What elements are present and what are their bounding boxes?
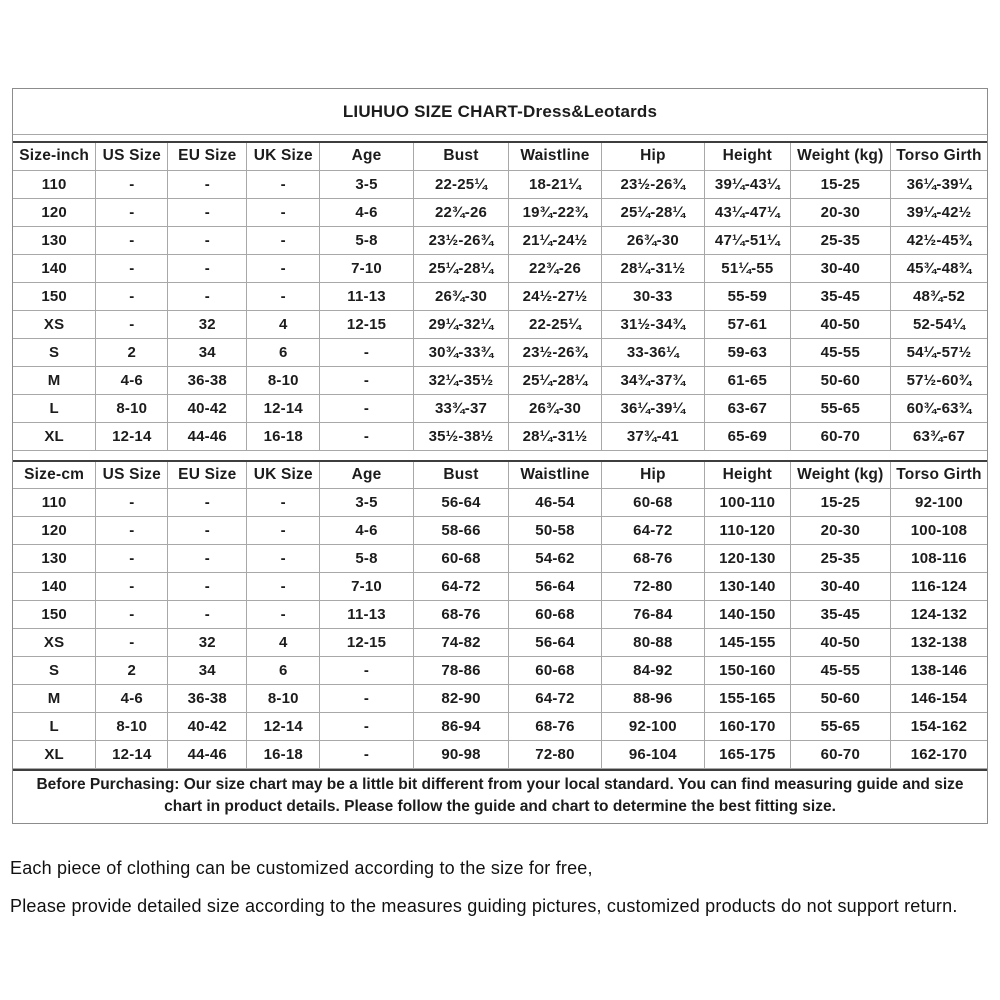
value-cell: 92-100	[890, 489, 987, 517]
column-header: US Size	[96, 142, 168, 170]
value-cell: 33¾-37	[413, 394, 508, 422]
size-cell: 130	[13, 226, 96, 254]
value-cell: -	[247, 573, 320, 601]
value-cell: 155-165	[704, 685, 790, 713]
value-cell: 74-82	[413, 629, 508, 657]
table-row	[13, 545, 987, 573]
column-header: Waistline	[509, 142, 602, 170]
column-header: Waistline	[509, 461, 602, 489]
value-cell: 145-155	[704, 629, 790, 657]
value-cell: 162-170	[890, 741, 987, 769]
value-cell: -	[247, 226, 320, 254]
column-header: Bust	[413, 461, 508, 489]
table-row	[13, 310, 987, 338]
value-cell: 4	[247, 310, 320, 338]
header-row	[13, 142, 987, 170]
value-cell: 124-132	[890, 601, 987, 629]
value-cell: 63¾-67	[890, 422, 987, 450]
value-cell: 64-72	[601, 517, 704, 545]
value-cell: 4-6	[320, 198, 414, 226]
value-cell: 31½-34¾	[601, 310, 704, 338]
size-table-inch	[13, 141, 987, 451]
value-cell: 55-59	[704, 282, 790, 310]
value-cell: -	[247, 601, 320, 629]
value-cell: 60-68	[413, 545, 508, 573]
table-row	[13, 601, 987, 629]
value-cell: 48¾-52	[890, 282, 987, 310]
value-cell: 64-72	[413, 573, 508, 601]
value-cell: 5-8	[320, 226, 414, 254]
value-cell: 20-30	[790, 517, 890, 545]
value-cell: 2	[96, 657, 168, 685]
value-cell: 84-92	[601, 657, 704, 685]
value-cell: 50-60	[790, 685, 890, 713]
column-header: Weight (kg)	[790, 142, 890, 170]
value-cell: 22-25¼	[509, 310, 602, 338]
value-cell: 86-94	[413, 713, 508, 741]
value-cell: 8-10	[96, 394, 168, 422]
value-cell: 61-65	[704, 366, 790, 394]
value-cell: -	[168, 517, 247, 545]
value-cell: 28¼-31½	[601, 254, 704, 282]
value-cell: 4-6	[96, 366, 168, 394]
value-cell: 33-36¼	[601, 338, 704, 366]
value-cell: 4	[247, 629, 320, 657]
table-row	[13, 282, 987, 310]
value-cell: 43¼-47¼	[704, 198, 790, 226]
value-cell: 52-54¼	[890, 310, 987, 338]
value-cell: 50-60	[790, 366, 890, 394]
value-cell: 7-10	[320, 254, 414, 282]
size-cell: 110	[13, 170, 96, 198]
value-cell: 80-88	[601, 629, 704, 657]
value-cell: -	[168, 489, 247, 517]
value-cell: 20-30	[790, 198, 890, 226]
value-cell: 8-10	[96, 713, 168, 741]
value-cell: 35-45	[790, 601, 890, 629]
value-cell: -	[247, 254, 320, 282]
value-cell: -	[168, 254, 247, 282]
value-cell: 32	[168, 629, 247, 657]
table-row	[13, 366, 987, 394]
table-row	[13, 170, 987, 198]
value-cell: 25-35	[790, 545, 890, 573]
value-cell: 60-70	[790, 741, 890, 769]
value-cell: -	[247, 545, 320, 573]
value-cell: 39¼-43¼	[704, 170, 790, 198]
value-cell: 34	[168, 338, 247, 366]
column-header: US Size	[96, 461, 168, 489]
column-header: UK Size	[247, 142, 320, 170]
value-cell: 54¼-57½	[890, 338, 987, 366]
value-cell: 12-14	[96, 741, 168, 769]
size-cell: L	[13, 713, 96, 741]
value-cell: 4-6	[320, 517, 414, 545]
size-cell: XS	[13, 310, 96, 338]
table-row	[13, 741, 987, 769]
column-header: Torso Girth	[890, 142, 987, 170]
value-cell: 22-25¼	[413, 170, 508, 198]
value-cell: -	[247, 198, 320, 226]
value-cell: -	[96, 254, 168, 282]
table-row	[13, 629, 987, 657]
value-cell: -	[96, 517, 168, 545]
value-cell: 26¾-30	[413, 282, 508, 310]
value-cell: 44-46	[168, 422, 247, 450]
value-cell: 40-50	[790, 629, 890, 657]
column-header: Weight (kg)	[790, 461, 890, 489]
customization-note: Each piece of clothing can be customized according to the size for free,	[10, 858, 593, 878]
value-cell: 56-64	[509, 629, 602, 657]
size-cell: 120	[13, 517, 96, 545]
table-row	[13, 198, 987, 226]
table-row	[13, 226, 987, 254]
value-cell: 18-21¼	[509, 170, 602, 198]
table-row	[13, 573, 987, 601]
value-cell: 110-120	[704, 517, 790, 545]
value-cell: -	[96, 170, 168, 198]
value-cell: 15-25	[790, 489, 890, 517]
size-cell: 130	[13, 545, 96, 573]
value-cell: -	[320, 685, 414, 713]
column-header: EU Size	[168, 142, 247, 170]
value-cell: -	[168, 573, 247, 601]
table-row	[13, 685, 987, 713]
value-cell: 30-33	[601, 282, 704, 310]
value-cell: 65-69	[704, 422, 790, 450]
value-cell: 29¼-32¼	[413, 310, 508, 338]
value-cell: 150-160	[704, 657, 790, 685]
value-cell: 23½-26¾	[601, 170, 704, 198]
value-cell: 132-138	[890, 629, 987, 657]
column-header: Height	[704, 461, 790, 489]
value-cell: -	[247, 517, 320, 545]
value-cell: 30¾-33¾	[413, 338, 508, 366]
value-cell: 12-14	[96, 422, 168, 450]
value-cell: 165-175	[704, 741, 790, 769]
value-cell: 28¼-31½	[509, 422, 602, 450]
value-cell: 30-40	[790, 573, 890, 601]
value-cell: 72-80	[509, 741, 602, 769]
value-cell: 32¼-35½	[413, 366, 508, 394]
value-cell: 76-84	[601, 601, 704, 629]
value-cell: 57½-60¾	[890, 366, 987, 394]
value-cell: 78-86	[413, 657, 508, 685]
size-chart-block	[12, 88, 988, 824]
value-cell: 120-130	[704, 545, 790, 573]
size-cell: 140	[13, 254, 96, 282]
value-cell: 12-15	[320, 629, 414, 657]
value-cell: 56-64	[413, 489, 508, 517]
value-cell: 90-98	[413, 741, 508, 769]
value-cell: 25¼-28¼	[413, 254, 508, 282]
value-cell: -	[96, 310, 168, 338]
value-cell: 160-170	[704, 713, 790, 741]
value-cell: 3-5	[320, 489, 414, 517]
column-header: Size-inch	[13, 142, 96, 170]
value-cell: 26¾-30	[601, 226, 704, 254]
column-header: Size-cm	[13, 461, 96, 489]
value-cell: -	[96, 198, 168, 226]
value-cell: 68-76	[509, 713, 602, 741]
value-cell: 36-38	[168, 685, 247, 713]
value-cell: 35½-38½	[413, 422, 508, 450]
size-cell: 150	[13, 601, 96, 629]
value-cell: -	[320, 713, 414, 741]
value-cell: 68-76	[413, 601, 508, 629]
column-header: Hip	[601, 461, 704, 489]
value-cell: 92-100	[601, 713, 704, 741]
value-cell: 26¾-30	[509, 394, 602, 422]
value-cell: 116-124	[890, 573, 987, 601]
value-cell: -	[168, 545, 247, 573]
value-cell: 60¾-63¾	[890, 394, 987, 422]
size-chart-title: LIUHUO SIZE CHART-Dress&Leotards	[13, 89, 987, 135]
table-row	[13, 338, 987, 366]
value-cell: 25¼-28¼	[509, 366, 602, 394]
value-cell: 60-68	[601, 489, 704, 517]
value-cell: 56-64	[509, 573, 602, 601]
value-cell: 22¾-26	[413, 198, 508, 226]
size-cell: XL	[13, 422, 96, 450]
header-row	[13, 461, 987, 489]
value-cell: 30-40	[790, 254, 890, 282]
value-cell: -	[168, 601, 247, 629]
value-cell: 36-38	[168, 366, 247, 394]
size-cell: S	[13, 338, 96, 366]
value-cell: -	[247, 170, 320, 198]
column-header: Age	[320, 461, 414, 489]
value-cell: 47¼-51¼	[704, 226, 790, 254]
value-cell: 108-116	[890, 545, 987, 573]
value-cell: -	[96, 282, 168, 310]
value-cell: -	[168, 282, 247, 310]
table-row	[13, 489, 987, 517]
value-cell: 154-162	[890, 713, 987, 741]
value-cell: -	[96, 545, 168, 573]
size-table-cm	[13, 460, 987, 770]
value-cell: 23½-26¾	[413, 226, 508, 254]
table-row	[13, 517, 987, 545]
value-cell: 55-65	[790, 713, 890, 741]
column-header: Height	[704, 142, 790, 170]
value-cell: 6	[247, 338, 320, 366]
size-cell: 110	[13, 489, 96, 517]
value-cell: 40-42	[168, 713, 247, 741]
size-cell: 150	[13, 282, 96, 310]
value-cell: 100-108	[890, 517, 987, 545]
value-cell: 57-61	[704, 310, 790, 338]
column-header: EU Size	[168, 461, 247, 489]
value-cell: 39¼-42½	[890, 198, 987, 226]
value-cell: 55-65	[790, 394, 890, 422]
value-cell: -	[96, 489, 168, 517]
value-cell: 36¼-39¼	[890, 170, 987, 198]
table-row	[13, 254, 987, 282]
value-cell: 12-14	[247, 394, 320, 422]
value-cell: 11-13	[320, 282, 414, 310]
value-cell: -	[168, 198, 247, 226]
return-policy-note: Please provide detailed size according to the measures guiding pictures, customized products do not support return.	[10, 896, 958, 916]
footnotes	[10, 858, 990, 934]
size-cell: XS	[13, 629, 96, 657]
value-cell: -	[96, 601, 168, 629]
value-cell: 7-10	[320, 573, 414, 601]
size-cell: XL	[13, 741, 96, 769]
value-cell: 2	[96, 338, 168, 366]
size-cell: M	[13, 366, 96, 394]
value-cell: 8-10	[247, 366, 320, 394]
table-row	[13, 394, 987, 422]
value-cell: 68-76	[601, 545, 704, 573]
value-cell: 82-90	[413, 685, 508, 713]
table-row	[13, 422, 987, 450]
value-cell: -	[168, 226, 247, 254]
value-cell: 146-154	[890, 685, 987, 713]
value-cell: -	[96, 629, 168, 657]
size-cell: 120	[13, 198, 96, 226]
value-cell: -	[320, 338, 414, 366]
value-cell: -	[247, 282, 320, 310]
size-cell: S	[13, 657, 96, 685]
value-cell: 59-63	[704, 338, 790, 366]
value-cell: 138-146	[890, 657, 987, 685]
value-cell: 130-140	[704, 573, 790, 601]
value-cell: 45-55	[790, 657, 890, 685]
value-cell: 25-35	[790, 226, 890, 254]
size-cell: L	[13, 394, 96, 422]
value-cell: 6	[247, 657, 320, 685]
value-cell: -	[168, 170, 247, 198]
value-cell: -	[320, 741, 414, 769]
column-header: Bust	[413, 142, 508, 170]
value-cell: 25¼-28¼	[601, 198, 704, 226]
value-cell: 35-45	[790, 282, 890, 310]
value-cell: 40-42	[168, 394, 247, 422]
value-cell: 45¾-48¾	[890, 254, 987, 282]
value-cell: -	[320, 366, 414, 394]
value-cell: 5-8	[320, 545, 414, 573]
value-cell: 64-72	[509, 685, 602, 713]
value-cell: 60-68	[509, 601, 602, 629]
value-cell: 12-14	[247, 713, 320, 741]
value-cell: 60-70	[790, 422, 890, 450]
before-purchasing-note: Before Purchasing: Our size chart may be a little bit different from your local standard. You can find measuring guide and size chart in product details. Please follow the guide and chart to determine the best fitting size.	[13, 769, 987, 823]
value-cell: 88-96	[601, 685, 704, 713]
value-cell: 34	[168, 657, 247, 685]
value-cell: 32	[168, 310, 247, 338]
value-cell: 11-13	[320, 601, 414, 629]
value-cell: 16-18	[247, 741, 320, 769]
column-header: UK Size	[247, 461, 320, 489]
value-cell: 8-10	[247, 685, 320, 713]
value-cell: 54-62	[509, 545, 602, 573]
value-cell: 19¾-22¾	[509, 198, 602, 226]
value-cell: 140-150	[704, 601, 790, 629]
value-cell: 37¾-41	[601, 422, 704, 450]
value-cell: 16-18	[247, 422, 320, 450]
value-cell: 46-54	[509, 489, 602, 517]
value-cell: 72-80	[601, 573, 704, 601]
value-cell: 36¼-39¼	[601, 394, 704, 422]
table-row	[13, 657, 987, 685]
value-cell: -	[320, 422, 414, 450]
value-cell: 34¾-37¾	[601, 366, 704, 394]
value-cell: 44-46	[168, 741, 247, 769]
value-cell: 42½-45¾	[890, 226, 987, 254]
size-cell: 140	[13, 573, 96, 601]
value-cell: -	[320, 394, 414, 422]
value-cell: 12-15	[320, 310, 414, 338]
value-cell: 50-58	[509, 517, 602, 545]
column-header: Age	[320, 142, 414, 170]
value-cell: 3-5	[320, 170, 414, 198]
value-cell: 24½-27½	[509, 282, 602, 310]
column-header: Torso Girth	[890, 461, 987, 489]
value-cell: 100-110	[704, 489, 790, 517]
value-cell: 96-104	[601, 741, 704, 769]
value-cell: 21¼-24½	[509, 226, 602, 254]
value-cell: -	[247, 489, 320, 517]
value-cell: 4-6	[96, 685, 168, 713]
value-cell: 51¼-55	[704, 254, 790, 282]
value-cell: 15-25	[790, 170, 890, 198]
value-cell: 60-68	[509, 657, 602, 685]
column-header: Hip	[601, 142, 704, 170]
value-cell: 40-50	[790, 310, 890, 338]
table-row	[13, 713, 987, 741]
value-cell: 22¾-26	[509, 254, 602, 282]
value-cell: 23½-26¾	[509, 338, 602, 366]
value-cell: 45-55	[790, 338, 890, 366]
value-cell: -	[320, 657, 414, 685]
value-cell: 58-66	[413, 517, 508, 545]
value-cell: 63-67	[704, 394, 790, 422]
value-cell: -	[96, 573, 168, 601]
size-cell: M	[13, 685, 96, 713]
value-cell: -	[96, 226, 168, 254]
